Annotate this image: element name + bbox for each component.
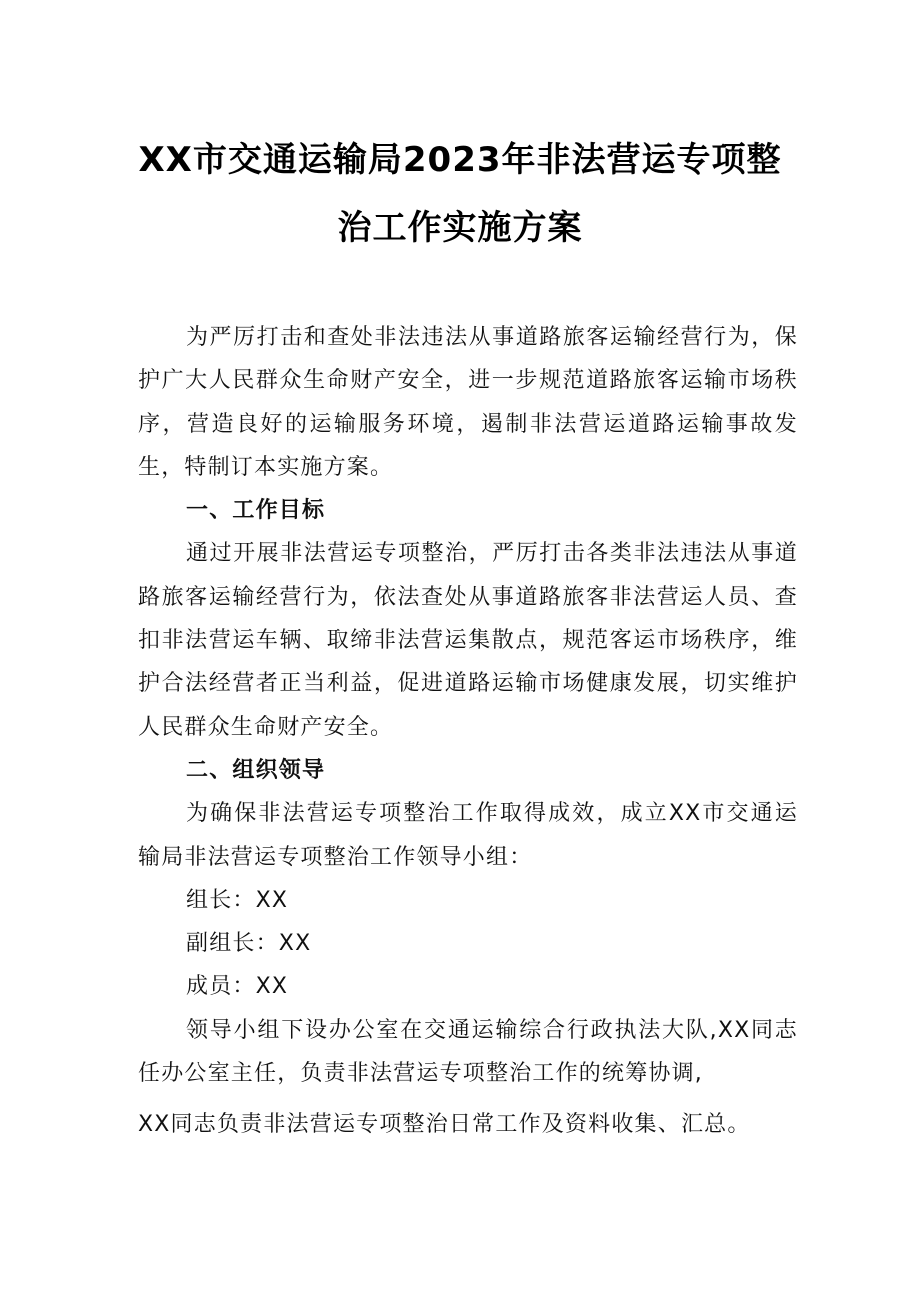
office-paragraph: 领导小组下设办公室在交通运输综合行政执法大队,XX同志任办公室主任，负责非法营运专项整治工作的统筹协调, <box>138 1017 798 1087</box>
office-paragraph-continuation: XX同志负责非法营运专项整治日常工作及资料收集、汇总。 <box>138 1112 751 1138</box>
document-title-line-1: XX市交通运输局2023年非法营运专项整 <box>138 140 782 180</box>
section-2-intro-paragraph: 为确保非法营运专项整治工作取得成效，成立XX市交通运输局非法营运专项整治工作领导小组： <box>138 801 798 870</box>
document-title-line-2: 治工作实施方案 <box>337 208 583 248</box>
members-line: 成员：XX <box>186 974 289 1000</box>
section-1-heading: 一、工作目标 <box>186 498 326 524</box>
section-2-heading: 二、组织领导 <box>186 757 326 783</box>
intro-paragraph: 为严厉打击和查处非法违法从事道路旅客运输经营行为，保护广大人民群众生命财产安全，进一步规范道路旅客运输市场秩序，营造良好的运输服务环境，遏制非法营运道路运输事故发生，特制订本实施方案。 <box>138 325 798 480</box>
deputy-leader-line: 副组长：XX <box>186 931 312 957</box>
leader-line: 组长：XX <box>186 887 289 913</box>
document-body <box>138 316 798 1147</box>
section-1-paragraph: 通过开展非法营运专项整治，严厉打击各类非法违法从事道路旅客运输经营行为，依法查处从事道路旅客非法营运人员、查扣非法营运车辆、取缔非法营运集散点，规范客运市场秩序，维护合法经营者正当利益，促进道路运输市场健康发展，切实维护人民群众生命财产安全。 <box>138 541 798 740</box>
